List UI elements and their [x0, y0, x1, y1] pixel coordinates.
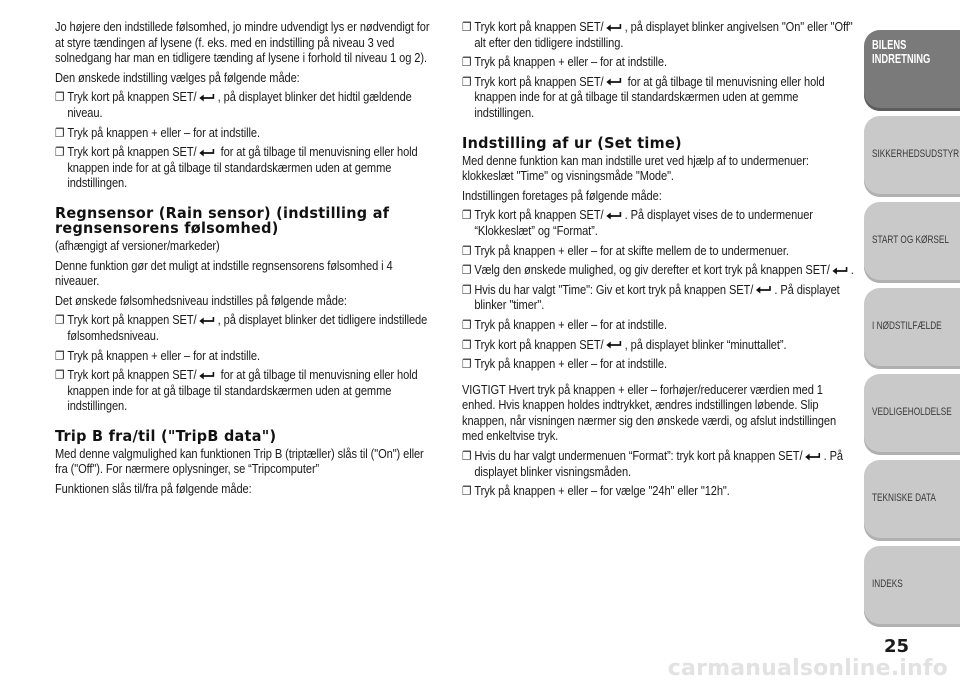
item-text: , på displayet blinker det tidligere indstillede følsomhedsniveau.	[67, 313, 428, 343]
item-text: Tryk kort på knappen SET/	[474, 74, 604, 89]
tab-vedligeholdelse[interactable]	[864, 374, 960, 455]
list-item	[462, 208, 854, 239]
item-text: for at gå tilbage til menuvisning eller hold knappen inde for at gå tilbage til standardskærmen uden at gemme indstillingen.	[67, 368, 418, 414]
item-text: Tryk på knappen + eller – for vælge "24h" eller "12h".	[474, 484, 730, 499]
item-text: . På displayet blinker "timer".	[474, 282, 840, 313]
item-text: for at gå tilbage til menuvisning eller hold knappen inde for at gå tilbage til standardskærmen uden at gemme indstillingen.	[67, 145, 418, 191]
checkbox-bullet-icon: ❐	[55, 145, 65, 160]
item-text: . På displayet blinker visningsmåden.	[474, 449, 843, 479]
enter-arrow-icon	[198, 316, 216, 326]
enter-arrow-icon	[804, 452, 822, 462]
paragraph: Med denne funktion kan man indstille uret ved hjælp af to undermenuer: klokkeslæt "Time" og visningsmåde "Mode".	[462, 153, 809, 184]
item-text: Tryk på knappen + eller – for at indstille.	[474, 55, 667, 70]
section-heading-rain-sensor: Regnsensor (Rain sensor) (indstilling af regnsensorens følsomhed)	[55, 203, 390, 237]
tab-label: BILENS INDRETNING	[872, 38, 931, 66]
tab-indeks[interactable]	[864, 546, 960, 627]
paragraph: Det ønskede følsomhedsniveau indstilles på følgende måde:	[55, 293, 347, 308]
tab-tekniske-data[interactable]	[864, 460, 960, 541]
paragraph: (afhængigt af versioner/markeder)	[55, 238, 220, 253]
checkbox-bullet-icon: ❐	[462, 337, 472, 352]
enter-arrow-icon	[605, 340, 623, 350]
list-item	[462, 283, 854, 314]
checkbox-bullet-icon: ❐	[462, 357, 472, 372]
paragraph: Med denne valgmulighed kan funktionen Trip B (triptæller) slås til ("On") eller fra ("Off"). For nærmere oplysninger, se “Tripcomputer”	[55, 446, 424, 477]
item-text: Tryk kort på knappen SET/	[474, 20, 604, 34]
checkbox-bullet-icon: ❐	[462, 282, 472, 297]
checkbox-bullet-icon: ❐	[55, 90, 65, 105]
tab-i-nodstilfaelde[interactable]	[864, 288, 960, 369]
enter-arrow-icon	[831, 266, 849, 276]
tab-label: TEKNISKE DATA	[872, 492, 936, 504]
checkbox-bullet-icon: ❐	[55, 313, 65, 328]
item-text: .	[850, 263, 854, 278]
item-text: Tryk på knappen + eller – for at indstille.	[67, 125, 260, 140]
list-item	[462, 318, 854, 334]
enter-arrow-icon	[755, 285, 773, 295]
checkbox-bullet-icon: ❐	[462, 20, 472, 34]
page-number: 25	[884, 636, 910, 657]
list-item	[55, 368, 447, 415]
checkbox-bullet-icon: ❐	[462, 55, 472, 70]
list-item	[462, 484, 854, 500]
item-text: Vælg den ønskede mulighed, og giv derefter et kort tryk på knappen SET/	[474, 263, 830, 278]
paragraph: Jo højere den indstillede følsomhed, jo mindre udvendigt lys er nødvendigt for at styre tændingen af lysene (f. eks. med en indstilling på niveau 3 ved solnedgang har man en tidligere tænding af lysene i forhold til niveau 1 og 2).	[55, 20, 430, 66]
item-text: , på displayet blinker “minuttallet”.	[624, 337, 787, 352]
checkbox-bullet-icon: ❐	[462, 317, 472, 332]
section-heading-trip-b: Trip B fra/til ("TripB data")	[55, 426, 277, 445]
checkbox-bullet-icon: ❐	[462, 74, 472, 89]
checkbox-bullet-icon: ❐	[462, 208, 472, 223]
tab-start-og-korsel[interactable]	[864, 202, 960, 283]
list-item	[55, 349, 447, 365]
list-item	[462, 449, 854, 480]
list-item	[55, 126, 447, 142]
tab-label: INDEKS	[872, 578, 903, 590]
enter-arrow-icon	[605, 211, 623, 221]
item-text: Tryk på knappen + eller – for at skifte mellem de to undermenuer.	[474, 243, 789, 258]
list-item	[462, 357, 854, 373]
item-text: Tryk kort på knappen SET/	[67, 90, 197, 105]
list-item	[55, 313, 447, 344]
checkbox-bullet-icon: ❐	[462, 449, 472, 464]
checkbox-bullet-icon: ❐	[462, 243, 472, 258]
item-text: Tryk på knappen + eller – for at indstille.	[67, 348, 260, 363]
checkbox-bullet-icon: ❐	[55, 125, 65, 140]
item-text: . På displayet vises de to undermenuer “Klokkeslæt” og “Format”.	[474, 208, 813, 238]
item-text: , på displayet blinker det hidtil gældende niveau.	[67, 90, 412, 120]
enter-arrow-icon	[198, 148, 216, 158]
item-text: Tryk kort på knappen SET/	[474, 208, 604, 223]
item-text: Hvis du har valgt undermenuen “Format”: tryk kort på knappen SET/	[474, 449, 803, 464]
tab-label: START OG KØRSEL	[872, 234, 950, 246]
list-item	[462, 55, 854, 71]
tab-bilens-indretning[interactable]	[864, 30, 960, 111]
tab-sikkerhedsudstyr[interactable]	[864, 116, 960, 197]
watermark: carmanualsonline.info	[667, 656, 948, 681]
item-text: Tryk kort på knappen SET/	[474, 337, 604, 352]
enter-arrow-icon	[198, 93, 216, 103]
enter-arrow-icon	[605, 23, 623, 33]
tab-label: I NØDSTILFÆLDE	[872, 320, 942, 332]
item-text: Tryk kort på knappen SET/	[67, 313, 197, 328]
item-text: Tryk på knappen + eller – for at indstille.	[474, 317, 667, 332]
list-item	[462, 75, 854, 122]
paragraph: Denne funktion gør det muligt at indstille regnsensorens følsomhed i 4 niveauer.	[55, 258, 393, 289]
item-text: Tryk kort på knappen SET/	[67, 368, 197, 383]
checkbox-bullet-icon: ❐	[55, 368, 65, 383]
list-item	[55, 90, 447, 121]
section-heading-set-time: Indstilling af ur (Set time)	[462, 133, 682, 152]
enter-arrow-icon	[605, 77, 623, 87]
checkbox-bullet-icon: ❐	[462, 263, 472, 278]
important-note: VIGTIGT Hvert tryk på knappen + eller – forhøjer/reducerer værdien med 1 enhed. Hvis knappen holdes indtrykket, ændres indstillingen løbende. Slip knappen, når visningen nærmer sig den ønskede værdi, og afslut indstillingen med enkeltvise tryk.	[462, 382, 837, 444]
right-column	[462, 20, 854, 504]
paragraph: Indstillingen foretages på følgende måde:	[462, 188, 662, 203]
list-item	[55, 145, 447, 192]
tab-label: SIKKERHEDSUDSTYR	[872, 148, 960, 160]
item-text: , på displayet blinker angivelsen "On" eller "Off" alt efter den tidligere indstilling.	[474, 20, 853, 50]
checkbox-bullet-icon: ❐	[462, 484, 472, 499]
paragraph: Den ønskede indstilling vælges på følgende måde:	[55, 70, 300, 85]
item-text: Tryk kort på knappen SET/	[67, 145, 197, 160]
enter-arrow-icon	[198, 371, 216, 381]
tab-label: VEDLIGEHOLDELSE	[872, 406, 952, 418]
left-column	[55, 20, 440, 502]
paragraph: Funktionen slås til/fra på følgende måde:	[55, 482, 252, 497]
item-text: for at gå tilbage til menuvisning eller hold knappen inde for at gå tilbage til standardskærmen uden at gemme indstillingen.	[474, 74, 825, 120]
list-item	[462, 20, 854, 51]
list-item	[462, 338, 854, 354]
item-text: Tryk på knappen + eller – for at indstille.	[474, 357, 667, 372]
chapter-tabs	[858, 0, 960, 686]
item-text: Hvis du har valgt "Time": Giv et kort tryk på knappen SET/	[474, 282, 754, 297]
list-item	[462, 263, 854, 279]
list-item	[462, 244, 854, 260]
checkbox-bullet-icon: ❐	[55, 348, 65, 363]
